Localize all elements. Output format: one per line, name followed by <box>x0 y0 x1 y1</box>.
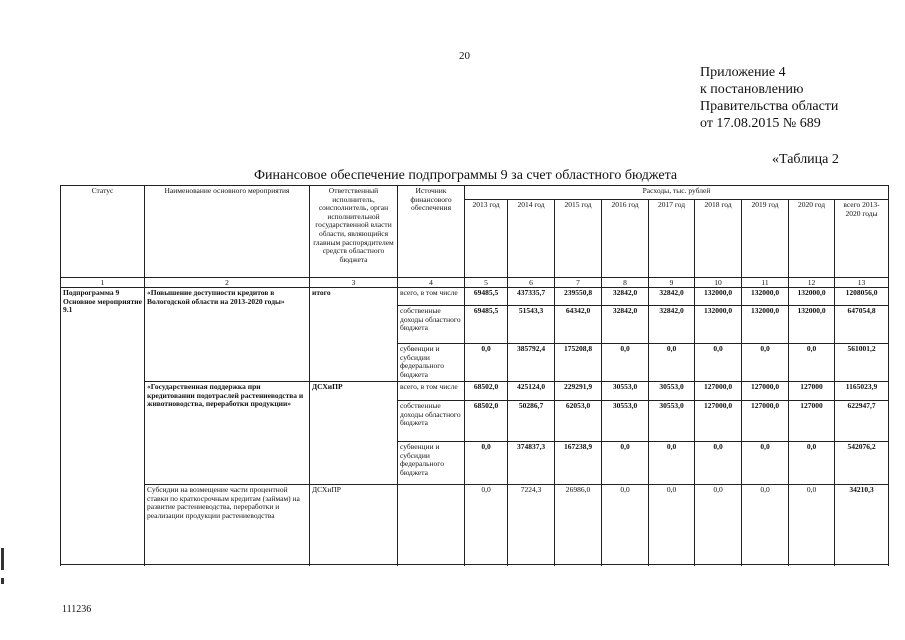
value-cell: 132000,0 <box>695 306 742 344</box>
header-year: 2019 год <box>742 200 789 278</box>
value-cell: 239550,8 <box>555 288 602 306</box>
value-cell: 32842,0 <box>602 306 649 344</box>
value-cell: 30553,0 <box>649 401 695 442</box>
col-number: 7 <box>555 278 602 288</box>
value-cell: 26986,0 <box>555 485 602 565</box>
value-cell: 32842,0 <box>649 288 695 306</box>
value-cell: 30553,0 <box>649 382 695 401</box>
source-cell: субвенции и субсидии федерального бюджета <box>398 344 465 382</box>
value-cell: 0,0 <box>602 442 649 485</box>
value-cell: 0,0 <box>649 344 695 382</box>
table-row <box>61 288 889 306</box>
appendix-line: к постановлению <box>700 82 804 97</box>
value-cell: 175208,8 <box>555 344 602 382</box>
col-number: 13 <box>835 278 889 288</box>
value-cell: 0,0 <box>789 442 835 485</box>
measure-name: «Повышение доступности кредитов в Вологодской области на 2013-2020 годы» <box>145 288 310 382</box>
value-cell: 542076,2 <box>835 442 889 485</box>
value-cell: 127000 <box>789 401 835 442</box>
value-cell: 68502,0 <box>465 382 508 401</box>
header-year: 2014 год <box>508 200 555 278</box>
col-number: 1 <box>61 278 145 288</box>
value-cell: 127000,0 <box>695 401 742 442</box>
appendix-line: Приложение 4 <box>700 65 786 80</box>
value-cell: 30553,0 <box>602 382 649 401</box>
value-cell: 0,0 <box>465 485 508 565</box>
value-cell: 1208056,0 <box>835 288 889 306</box>
value-cell: 0,0 <box>789 344 835 382</box>
value-cell: 647054,8 <box>835 306 889 344</box>
value-cell: 0,0 <box>695 344 742 382</box>
value-cell: 64342,0 <box>555 306 602 344</box>
value-cell: 229291,9 <box>555 382 602 401</box>
value-cell: 32842,0 <box>602 288 649 306</box>
scan-mark <box>1 578 4 584</box>
source-cell: всего, в том числе <box>398 382 465 401</box>
value-cell: 68502,0 <box>465 401 508 442</box>
page-title: Финансовое обеспечение подпрограммы 9 за счет областного бюджета <box>254 168 678 183</box>
value-cell: 7224,3 <box>508 485 555 565</box>
value-cell: 385792,4 <box>508 344 555 382</box>
header-status: Статус <box>61 186 145 278</box>
status-text: Основное мероприятие 9.1 <box>63 296 142 315</box>
status-text: Подпрограмма 9 <box>63 288 120 297</box>
source-cell: субвенции и субсидии федерального бюджета <box>398 442 465 485</box>
col-number: 8 <box>602 278 649 288</box>
value-cell: 0,0 <box>742 442 789 485</box>
col-number: 12 <box>789 278 835 288</box>
value-cell: 0,0 <box>742 344 789 382</box>
value-cell: 0,0 <box>742 485 789 565</box>
footer-code: 111236 <box>62 604 92 615</box>
value-cell: 132000,0 <box>695 288 742 306</box>
value-cell: 127000,0 <box>742 382 789 401</box>
value-cell: 132000,0 <box>742 306 789 344</box>
value-cell: 0,0 <box>695 485 742 565</box>
header-year: 2016 год <box>602 200 649 278</box>
value-cell: 132000,0 <box>789 306 835 344</box>
source-cell: всего, в том числе <box>398 288 465 306</box>
page-number: 20 <box>459 50 470 62</box>
value-cell: 167238,9 <box>555 442 602 485</box>
status-cell <box>61 288 145 565</box>
table-row <box>61 382 889 401</box>
col-number: 3 <box>310 278 398 288</box>
value-cell: 34210,3 <box>835 485 889 565</box>
header-name: Наименование основного мероприятия <box>145 186 310 278</box>
header-year: 2020 год <box>789 200 835 278</box>
measure-name: «Государственная поддержка при кредитовании подотраслей растениеводства и животноводства, переработки продукции» <box>145 382 310 485</box>
value-cell: 1165023,9 <box>835 382 889 401</box>
executor-cell: итого <box>310 288 398 382</box>
value-cell: 0,0 <box>465 344 508 382</box>
value-cell: 0,0 <box>465 442 508 485</box>
value-cell: 374837,3 <box>508 442 555 485</box>
value-cell: 132000,0 <box>789 288 835 306</box>
scan-mark <box>1 548 4 570</box>
finance-table <box>60 185 889 565</box>
header-year: 2015 год <box>555 200 602 278</box>
table-label: «Таблица 2 <box>772 152 839 167</box>
executor-cell: ДСХиПР <box>310 382 398 485</box>
header-year: 2013 год <box>465 200 508 278</box>
executor-cell: ДСХиПР <box>310 485 398 565</box>
column-numbers-row <box>61 278 889 288</box>
value-cell: 425124,0 <box>508 382 555 401</box>
value-cell: 437335,7 <box>508 288 555 306</box>
col-number: 11 <box>742 278 789 288</box>
value-cell: 127000,0 <box>695 382 742 401</box>
value-cell: 132000,0 <box>742 288 789 306</box>
value-cell: 69485,5 <box>465 288 508 306</box>
source-cell <box>398 485 465 565</box>
value-cell: 561001,2 <box>835 344 889 382</box>
appendix-line: от 17.08.2015 № 689 <box>700 116 821 131</box>
value-cell: 0,0 <box>602 485 649 565</box>
col-number: 4 <box>398 278 465 288</box>
value-cell: 0,0 <box>789 485 835 565</box>
col-number: 2 <box>145 278 310 288</box>
value-cell: 127000,0 <box>742 401 789 442</box>
value-cell: 51543,3 <box>508 306 555 344</box>
header-expenses: Расходы, тыс. рублей <box>465 186 889 200</box>
source-cell: собственные доходы областного бюджета <box>398 306 465 344</box>
value-cell: 0,0 <box>695 442 742 485</box>
col-number: 6 <box>508 278 555 288</box>
appendix-line: Правительства области <box>700 99 839 114</box>
value-cell: 622947,7 <box>835 401 889 442</box>
col-number: 5 <box>465 278 508 288</box>
source-cell: собственные доходы областного бюджета <box>398 401 465 442</box>
header-total: всего 2013-2020 годы <box>835 200 889 278</box>
value-cell: 62053,0 <box>555 401 602 442</box>
header-source: Источник финансового обеспечения <box>398 186 465 278</box>
header-year: 2018 год <box>695 200 742 278</box>
table-row <box>61 485 889 565</box>
col-number: 10 <box>695 278 742 288</box>
header-executor: Ответственный исполнитель, соисполнитель, орган исполнительной государственной власти области, являющийся главным распорядителем средств областного бюджета <box>310 186 398 278</box>
value-cell: 50286,7 <box>508 401 555 442</box>
value-cell: 127000 <box>789 382 835 401</box>
measure-name: Субсидии на возмещение части процентной ставки по краткосрочным кредитам (займам) на развитие растениеводства, переработки и реализации продукции растениеводства <box>145 485 310 565</box>
col-number: 9 <box>649 278 695 288</box>
value-cell: 32842,0 <box>649 306 695 344</box>
value-cell: 0,0 <box>602 344 649 382</box>
value-cell: 30553,0 <box>602 401 649 442</box>
value-cell: 0,0 <box>649 485 695 565</box>
header-year: 2017 год <box>649 200 695 278</box>
value-cell: 69485,5 <box>465 306 508 344</box>
appendix-block <box>700 64 838 132</box>
value-cell: 0,0 <box>649 442 695 485</box>
